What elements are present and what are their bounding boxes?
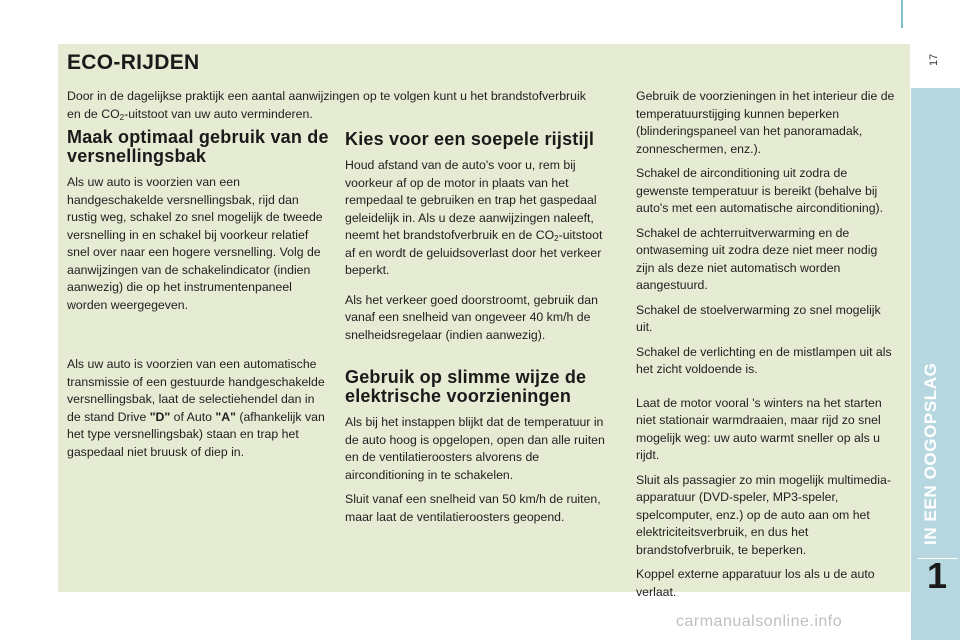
electric-paragraph-1: Als bij het instappen blijkt dat de temperatuur in de auto hoog is opgelopen, open dan alle ruiten en de ventilatieroosters alvorens de airconditioning in te schakelen. (345, 415, 605, 482)
gearbox-heading: Maak optimaal gebruik van de versnellingsbak (67, 127, 329, 166)
watermark: carmanualsonline.info (676, 613, 843, 630)
column-tips (636, 88, 898, 608)
tip-lighting: Schakel de verlichting en de mistlampen uit als het zicht voldoende is. (636, 344, 892, 376)
intro-paragraph: Door in de dagelijkse praktijk een aantal aanwijzingen op te volgen kunt u het brandstofverbruik en de $CO_2$-uitstoot van uw auto verminderen. (67, 89, 586, 122)
chapter-number: 1 (926, 555, 948, 596)
section-label: IN EEN OOGOPSLAG (921, 362, 940, 545)
page-title: ECO-RIJDEN (67, 51, 200, 74)
gearbox-automatic-paragraph: Als uw auto is voorzien van een automatische transmissie of een gestuurde handgeschakelde versnellingsbak, laat de selectiehendel dan in de stand Drive "D" of Auto "A" (afhankelijk van het type versnellingsbak) staan en trap het gaspedaal niet bruusk of diep in. (67, 357, 325, 459)
page-number: 17 (928, 53, 940, 66)
smooth-driving-heading: Kies voor een soepele rijstijl (345, 129, 595, 149)
tip-disconnect-devices: Koppel externe apparatuur los als u de auto verlaat. (636, 567, 875, 599)
smooth-driving-paragraph-2: Als het verkeer goed doorstroomt, gebruik dan vanaf een snelheid van ongeveer 40 km/h de snelheidsregelaar (indien aanwezig). (345, 292, 598, 342)
tip-engine-warmup: Laat de motor vooral 's winters na het starten niet stationair warmdraaien, maar rijd zo snel mogelijk weg: uw auto warmt sneller op als u rijdt. (636, 395, 882, 462)
tip-multimedia: Sluit als passagier zo min mogelijk multimedia-apparatuur (DVD-speler, MP3-speler, spelcomputer, enz.) op de auto aan om het elektriciteitsverbruik, en dus het brandstofverbruik, te beperken. (636, 472, 891, 557)
electric-paragraph-2: Sluit vanaf een snelheid van 50 km/h de ruiten, maar laat de ventilatieroosters geopend. (345, 492, 601, 524)
smooth-driving-paragraph-1: Houd afstand van de auto's voor u, rem bij voorkeur af op de motor in plaats van het rempedaal te gebruiken en trap het gaspedaal geleidelijk in. Als u deze aanwijzingen naleeft, neemt het brandstofverbruik en de $CO_2$-uitstoot af en wordt de geluidsoverlast door het verkeer beperkt. (345, 158, 603, 277)
tip-airconditioning: Schakel de airconditioning uit zodra de gewenste temperatuur is bereikt (behalve bij auto's met een automatische airconditioning). (636, 166, 884, 215)
tip-interior: Gebruik de voorzieningen in het interieur die de temperatuurstijging kunnen beperken (blinderingspaneel van het panoramadak, zonneschermen, enz.). (636, 89, 895, 156)
header-accent-line (901, 0, 903, 28)
column-gearbox (67, 128, 329, 468)
column-driving-style (345, 130, 609, 533)
electric-heading: Gebruik op slimme wijze de elektrische voorzieningen (345, 367, 587, 406)
tip-rear-window-heating: Schakel de achterruitverwarming en de ontwaseming uit zodra deze niet meer nodig zijn als deze niet automatisch worden aangestuurd. (636, 225, 878, 292)
tip-seat-heating: Schakel de stoelverwarming zo snel mogelijk uit. (636, 302, 881, 334)
gearbox-manual-paragraph: Als uw auto is voorzien van een handgeschakelde versnellingsbak, rijd dan rustig weg, schakel zo snel mogelijk de tweede versnelling in en schakel bij voorkeur relatief snel over naar een hogere versnelling. Volg de aanwijzingen van de schakelindicator (indien aanwezig) die op het instrumentenpaneel worden weergegeven. (67, 175, 323, 312)
